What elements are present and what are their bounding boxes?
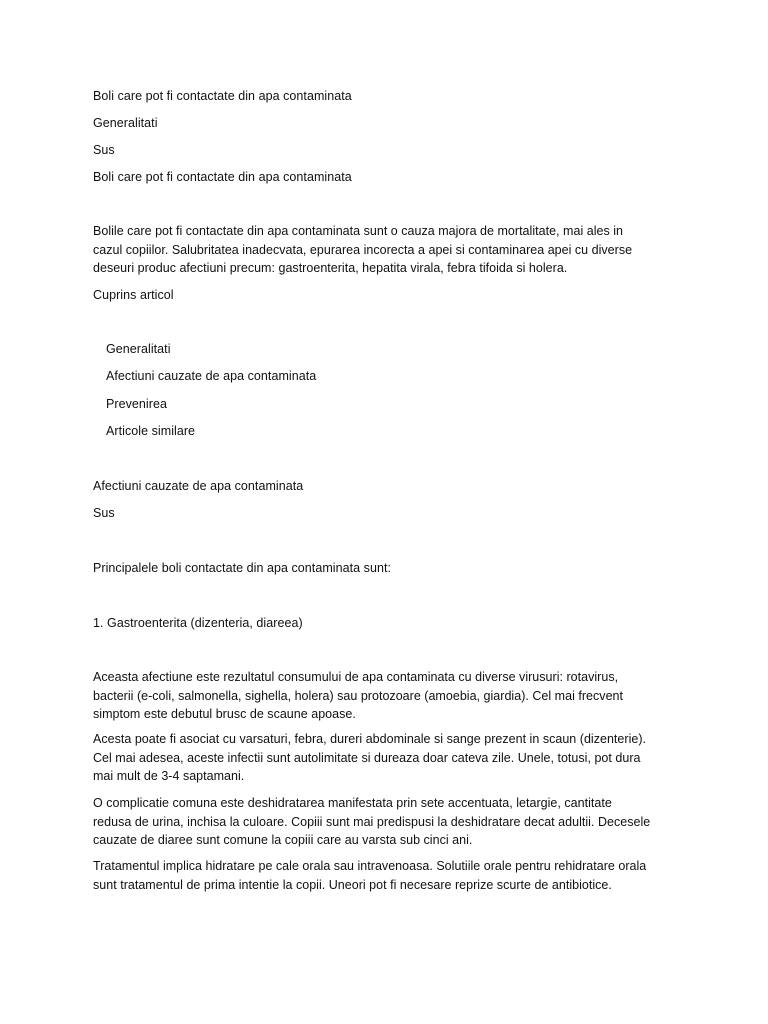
paragraph-line: redusa de urina, inchisa la culoare. Copiii sunt mai predispusi la deshidratare decat adultii. Decesele bbox=[93, 814, 651, 829]
item-heading: 1. Gastroenterita (dizenteria, diareea) bbox=[93, 616, 303, 630]
body-paragraph bbox=[93, 668, 693, 724]
body-paragraph bbox=[93, 730, 693, 786]
heading-generalitati: Generalitati bbox=[93, 116, 158, 130]
body-paragraph bbox=[93, 794, 693, 850]
paragraph-line: cauzate de diaree sunt comune la copiii care au varsta sub cinci ani. bbox=[93, 833, 473, 847]
paragraph-line: Aceasta afectiune este rezultatul consumului de apa contaminata cu diverse virusuri: rotavirus, bbox=[93, 670, 619, 684]
toc-heading: Cuprins articol bbox=[93, 288, 174, 302]
toc-item-prevenirea[interactable]: Prevenirea bbox=[106, 397, 167, 411]
toc-item-articole-similare[interactable]: Articole similare bbox=[106, 424, 196, 438]
toc-item-generalitati[interactable]: Generalitati bbox=[106, 342, 171, 356]
paragraph-line: bacterii (e-coli, salmonella, sighella, holera) sau protozoare (amoebia, giardia). Cel mai frecvent bbox=[93, 688, 624, 703]
body-paragraph bbox=[93, 857, 693, 894]
paragraph-line: mai mult de 3-4 saptamani. bbox=[93, 769, 245, 783]
paragraph-line: simptom este debutul brusc de scaune apoase. bbox=[93, 707, 356, 721]
toc-item-afectiuni[interactable]: Afectiuni cauzate de apa contaminata bbox=[106, 369, 317, 383]
title-repeat: Boli care pot fi contactate din apa contaminata bbox=[93, 170, 352, 184]
paragraph-line: Tratamentul implica hidratare pe cale orala sau intravenoasa. Solutiile orale pentru rehidratare orala bbox=[93, 859, 647, 873]
intro-paragraph bbox=[93, 222, 693, 278]
intro-line: cazul copiilor. Salubritatea inadecvata, epurarea incorecta a apei si contaminarea apei cu diverse bbox=[93, 242, 633, 257]
document-title: Boli care pot fi contactate din apa contaminata bbox=[93, 89, 352, 103]
paragraph-line: Cel mai adesea, aceste infectii sunt autolimitate si dureaza doar cateva zile. Unele, totusi, pot dura bbox=[93, 750, 641, 765]
intro-line: deseuri produc afectiuni precum: gastroenterita, hepatita virala, febra tifoida si holera. bbox=[93, 261, 568, 275]
intro-line: Bolile care pot fi contactate din apa contaminata sunt o cauza majora de mortalitate, mai ales in bbox=[93, 224, 624, 238]
link-sus[interactable]: Sus bbox=[93, 506, 115, 520]
principal-text: Principalele boli contactate din apa contaminata sunt: bbox=[93, 561, 392, 575]
link-sus[interactable]: Sus bbox=[93, 143, 115, 157]
paragraph-line: Acesta poate fi asociat cu varsaturi, febra, dureri abdominale si sange prezent in scaun (dizenterie). bbox=[93, 732, 647, 746]
paragraph-line: O complicatie comuna este deshidratarea manifestata prin sete accentuata, letargie, cantitate bbox=[93, 796, 612, 810]
paragraph-line: sunt tratamentul de prima intentie la copii. Uneori pot fi necesare reprize scurte de antibiotice. bbox=[93, 877, 612, 892]
section-heading: Afectiuni cauzate de apa contaminata bbox=[93, 479, 304, 493]
